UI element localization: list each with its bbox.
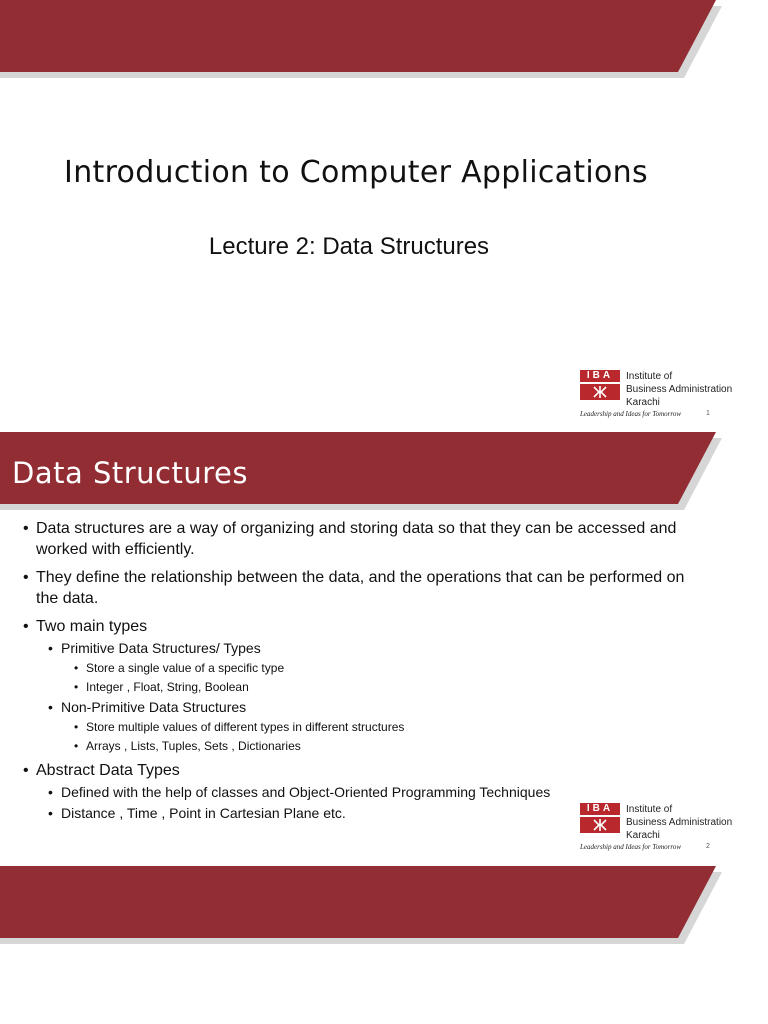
bullet-abstract-types: • Abstract Data Types bbox=[0, 760, 700, 781]
presentation-title: Introduction to Computer Applications bbox=[64, 155, 648, 190]
bullet-primitive-desc: • Store a single value of a specific type bbox=[0, 660, 700, 677]
logo-tagline: Leadership and Ideas for Tomorrow bbox=[580, 843, 681, 851]
title-banner bbox=[0, 0, 768, 80]
iba-mark-icon bbox=[580, 370, 620, 400]
bullet-primitive: • Primitive Data Structures/ Types bbox=[0, 639, 700, 658]
bullet-list bbox=[0, 518, 700, 825]
iba-emblem-icon bbox=[580, 384, 620, 400]
bullet-non-primitive-examples: • Arrays , Lists, Tuples, Sets , Dictionaries bbox=[0, 738, 700, 755]
page-number: 2 bbox=[706, 843, 710, 850]
bullet-non-primitive: • Non-Primitive Data Structures bbox=[0, 698, 700, 717]
page-number: 1 bbox=[706, 410, 710, 417]
iba-mark-text: IBA bbox=[580, 370, 620, 382]
banner-bar bbox=[0, 866, 716, 938]
banner-bar bbox=[0, 0, 716, 72]
iba-emblem-icon bbox=[580, 817, 620, 833]
lecture-subtitle: Lecture 2: Data Structures bbox=[208, 233, 490, 260]
bullet-non-primitive-desc: • Store multiple values of different types in different structures bbox=[0, 719, 700, 736]
slide-2 bbox=[0, 432, 768, 866]
institute-name: Institute of Business Administration Karachi bbox=[626, 804, 733, 841]
bullet-abstract-examples: • Distance , Time , Point in Cartesian Plane etc. bbox=[0, 804, 700, 823]
institute-name: Institute of Business Administration Karachi bbox=[626, 371, 733, 408]
iba-logo bbox=[580, 803, 760, 859]
slide-1 bbox=[0, 0, 768, 432]
bullet-relationship: • They define the relationship between the data, and the operations that can be performed on the data. bbox=[0, 567, 700, 609]
iba-mark-text: IBA bbox=[580, 803, 620, 815]
logo-tagline: Leadership and Ideas for Tomorrow bbox=[580, 410, 681, 418]
title-banner bbox=[0, 866, 768, 946]
slide-3 bbox=[0, 866, 768, 1024]
slide-heading: Data Structures bbox=[12, 456, 248, 490]
bullet-main-types: • Two main types bbox=[0, 616, 700, 637]
iba-logo bbox=[580, 370, 760, 426]
iba-mark-icon bbox=[580, 803, 620, 833]
bullet-abstract-desc: • Defined with the help of classes and Object-Oriented Programming Techniques bbox=[0, 783, 700, 802]
bullet-primitive-examples: • Integer , Float, String, Boolean bbox=[0, 679, 700, 696]
bullet-definition: • Data structures are a way of organizing and storing data so that they can be accessed and worked with efficiently. bbox=[0, 518, 700, 560]
